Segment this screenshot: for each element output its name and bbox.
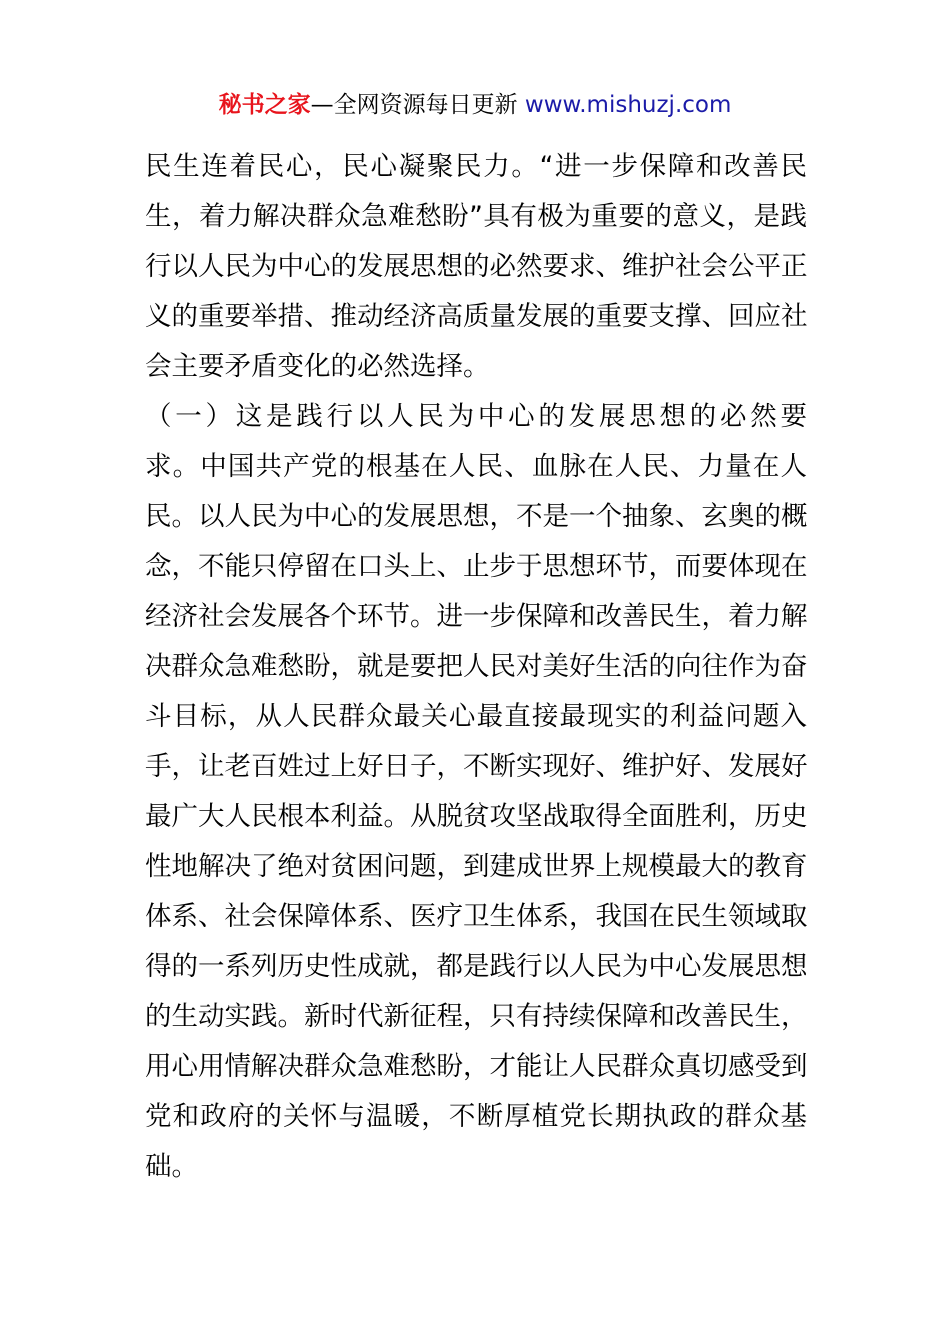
text-line: 党和政府的关怀与温暖，不断厚植党长期执政的群众基 — [145, 1101, 807, 1132]
paragraph-section-one — [145, 397, 807, 1197]
text-line: 得的一系列历史性成就，都是践行以人民为中心发展思想 — [145, 951, 807, 982]
site-brand: 秘书之家 — [218, 92, 311, 118]
text-line: 的生动实践。新时代新征程，只有持续保障和改善民生， — [145, 1001, 807, 1032]
text-line: 民。以人民为中心的发展思想，不是一个抽象、玄奥的概 — [145, 501, 807, 532]
site-header — [0, 88, 950, 122]
text-line: 经济社会发展各个环节。进一步保障和改善民生，着力解 — [145, 601, 807, 632]
text-line: 用心用情解决群众急难愁盼，才能让人民群众真切感受到 — [145, 1051, 807, 1082]
text-line: 手，让老百姓过上好日子，不断实现好、维护好、发展好 — [145, 751, 807, 782]
text-line: 斗目标，从人民群众最关心最直接最现实的利益问题入 — [145, 701, 807, 732]
site-tagline: —全网资源每日更新 — [310, 92, 518, 118]
text-line: 最广大人民根本利益。从脱贫攻坚战取得全面胜利，历史 — [145, 801, 807, 832]
text-line: 决群众急难愁盼，就是要把人民对美好生活的向往作为奋 — [145, 651, 807, 682]
text-line: 础。 — [145, 1151, 198, 1182]
text-line: 性地解决了绝对贫困问题，到建成世界上规模最大的教育 — [145, 851, 807, 882]
text-line: 民生连着民心，民心凝聚民力。“进一步保障和改善民 — [145, 151, 807, 182]
site-url-link[interactable]: www.mishuzj.com — [524, 92, 732, 118]
text-line: 行以人民为中心的发展思想的必然要求、维护社会公平正 — [145, 251, 807, 282]
text-line: 求。中国共产党的根基在人民、血脉在人民、力量在人 — [145, 451, 807, 482]
text-line: 念，不能只停留在口头上、止步于思想环节，而要体现在 — [145, 551, 807, 582]
document-body — [145, 147, 807, 1197]
section-heading-line: （一）这是践行以人民为中心的发展思想的必然要 — [145, 401, 807, 432]
text-line: 会主要矛盾变化的必然选择。 — [145, 351, 490, 382]
text-line: 义的重要举措、推动经济高质量发展的重要支撑、回应社 — [145, 301, 807, 332]
text-line: 体系、社会保障体系、医疗卫生体系，我国在民生领域取 — [145, 901, 807, 932]
paragraph-intro — [145, 147, 807, 397]
text-line: 生，着力解决群众急难愁盼”具有极为重要的意义，是践 — [145, 201, 807, 232]
